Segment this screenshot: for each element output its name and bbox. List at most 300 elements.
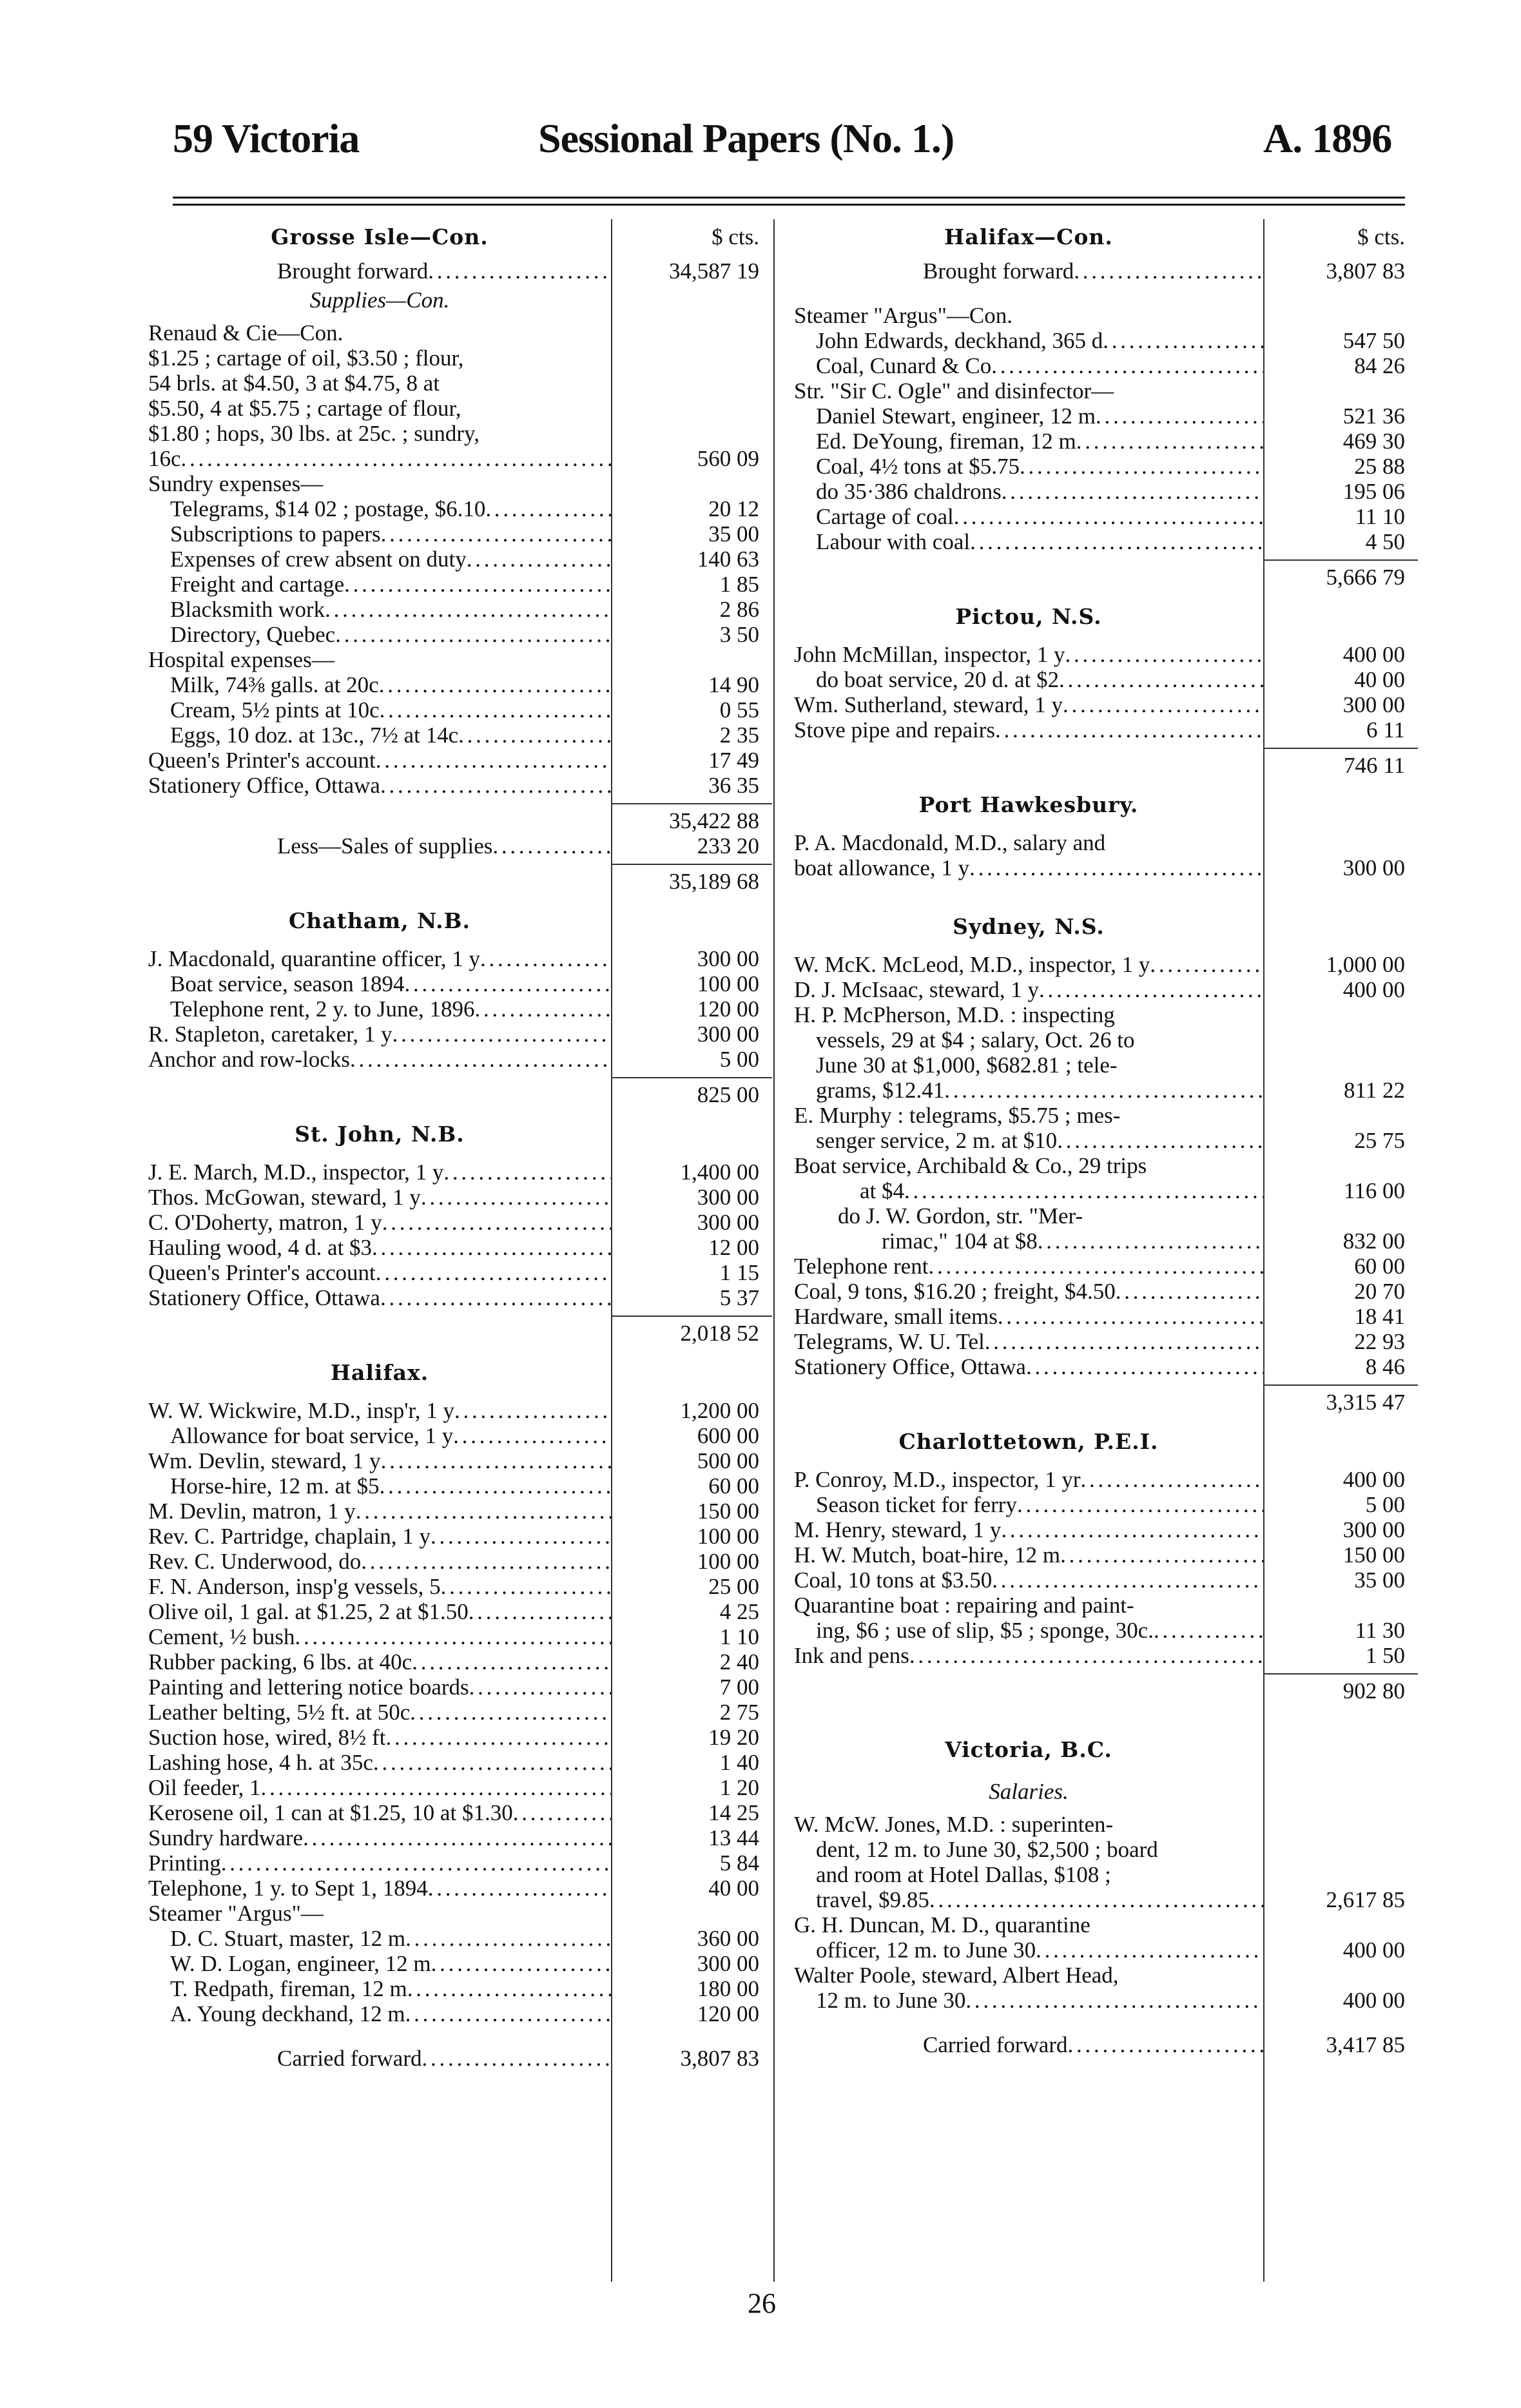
entry-text: do boat service, 20 d. at $2	[816, 667, 1060, 692]
entry-text: $1.80 ; hops, 30 lbs. at 25c. ; sundry,	[148, 421, 480, 446]
entry-text: Oil feeder, 1	[148, 1775, 261, 1800]
column-divider-left-2	[773, 219, 775, 2282]
entry-amount: 1 10	[719, 1624, 759, 1649]
entry-amount: 1 15	[719, 1260, 759, 1285]
entry-label	[794, 1812, 1263, 1837]
entry-label	[148, 572, 611, 597]
leader-dots	[410, 1700, 611, 1725]
subtotal-amount: 825 00	[611, 1077, 772, 1107]
ledger-row	[794, 1279, 1418, 1304]
entry-label	[794, 1988, 1263, 2013]
leader-dots	[356, 1499, 611, 1524]
entry-text: H. W. Mutch, boat-hire, 12 m	[794, 1542, 1061, 1568]
ledger-row	[794, 1937, 1418, 1963]
leader-dots	[405, 971, 611, 996]
leader-dots	[485, 496, 611, 521]
section-heading: Pictou, N.S.	[955, 604, 1102, 629]
leader-dots	[928, 1254, 1263, 1279]
entry-label	[794, 1517, 1263, 1542]
leader-dots	[379, 672, 611, 697]
entry-label	[148, 1549, 611, 1574]
ledger-row	[794, 429, 1418, 454]
entry-label	[794, 258, 1263, 284]
ledger-row	[148, 1700, 772, 1725]
entry-label	[148, 1574, 611, 1599]
ledger-row	[148, 1499, 772, 1524]
ledger-row	[794, 977, 1418, 1002]
entry-amount: 40 00	[708, 1876, 759, 1901]
leader-dots	[909, 1643, 1263, 1668]
entry-amount: 20 70	[1354, 1279, 1405, 1304]
entry-amount: 2 75	[719, 1700, 759, 1725]
entry-label	[794, 1304, 1263, 1329]
ledger-row	[148, 572, 772, 597]
section-heading: Chatham, N.B.	[288, 908, 471, 933]
entry-text: D. C. Stuart, master, 12 m	[170, 1926, 406, 1951]
entry-text: 54 brls. at $4.50, 3 at $4.75, 8 at	[148, 371, 440, 396]
entry-label	[148, 1976, 611, 2001]
entry-amount: 140 63	[697, 547, 759, 572]
entry-amount: 400 00	[1342, 1988, 1405, 2013]
heading-row	[794, 590, 1418, 642]
page-number: 26	[748, 2287, 776, 2319]
entry-amount	[611, 421, 772, 446]
entry-amount: 3 50	[719, 622, 759, 647]
entry-label	[148, 833, 611, 859]
entry-label	[148, 1599, 611, 1624]
entry-label	[148, 1951, 611, 1976]
entry-text: Steamer "Argus"—Con.	[794, 303, 1013, 328]
section-heading: Halifax.	[330, 1360, 429, 1385]
entry-amount: 5 37	[719, 1285, 759, 1310]
leader-dots	[1063, 692, 1263, 717]
header-left: 59 Victoria	[173, 115, 360, 161]
entry-text: Telegrams, W. U. Tel	[794, 1329, 985, 1354]
entry-text: P. A. Macdonald, M.D., salary and	[794, 830, 1106, 855]
leader-dots	[1057, 1128, 1263, 1153]
entry-amount: 3,807 83	[1326, 258, 1405, 284]
leader-dots	[421, 1185, 611, 1210]
entry-amount: 832 00	[1342, 1228, 1405, 1254]
entry-text: Lashing hose, 4 h. at 35c	[148, 1750, 373, 1775]
entry-text: officer, 12 m. to June 30	[816, 1937, 1036, 1963]
ledger-row	[148, 1649, 772, 1675]
leader-dots	[454, 1398, 611, 1423]
ledger-row	[148, 1926, 772, 1951]
entry-text: Coal, 4½ tons at $5.75	[816, 454, 1020, 479]
ledger-row	[794, 692, 1418, 717]
entry-amount: 120 00	[697, 996, 759, 1022]
entry-label	[794, 1053, 1263, 1078]
leader-dots	[467, 547, 611, 572]
ledger-row	[148, 1473, 772, 1499]
leader-dots	[361, 1549, 611, 1574]
entry-amount: 100 00	[697, 971, 759, 996]
entry-text: H. P. McPherson, M.D. : inspecting	[794, 1002, 1115, 1027]
entry-text: Horse-hire, 12 m. at $5	[170, 1473, 380, 1499]
ledger-row	[148, 1825, 772, 1850]
leader-dots	[335, 622, 611, 647]
ledger-row	[148, 833, 772, 859]
entry-label	[148, 1499, 611, 1524]
entry-label	[794, 2032, 1263, 2057]
entry-amount: 35 00	[1354, 1568, 1405, 1593]
ledger-row	[794, 353, 1418, 378]
entry-amount	[1263, 1963, 1418, 1988]
entry-text: G. H. Duncan, M. D., quarantine	[794, 1912, 1090, 1937]
entry-text: Sundry expenses—	[148, 471, 324, 496]
total-spacer	[794, 1668, 1263, 1704]
entry-text: Coal, Cunard & Co	[816, 353, 992, 378]
entry-label	[794, 1329, 1263, 1354]
ledger-row	[148, 1775, 772, 1800]
entry-amount: 22 93	[1354, 1329, 1405, 1354]
ledger-row	[148, 1448, 772, 1473]
subtotal-row	[148, 859, 772, 894]
entry-label	[148, 1423, 611, 1448]
entry-amount: 3,417 85	[1326, 2032, 1405, 2057]
section-heading: Charlottetown, P.E.I.	[898, 1429, 1159, 1454]
entry-label	[148, 421, 611, 446]
ledger-row	[794, 504, 1418, 529]
entry-amount: 233 20	[697, 833, 759, 859]
spacer	[794, 2013, 1418, 2032]
entry-amount: 1,400 00	[680, 1160, 759, 1185]
leader-dots	[431, 1951, 611, 1976]
ledger-row	[148, 1047, 772, 1072]
ledger-row	[794, 1203, 1418, 1228]
entry-label	[148, 946, 611, 971]
ledger-row	[794, 1178, 1418, 1203]
ledger-row	[148, 1260, 772, 1285]
entry-text: Queen's Printer's account	[148, 748, 376, 773]
entry-amount: 36 35	[708, 773, 759, 798]
entry-amount: 400 00	[1342, 1937, 1405, 1963]
entry-amount: 4 25	[719, 1599, 759, 1624]
entry-label	[148, 1825, 611, 1850]
entry-amount: 150 00	[1342, 1542, 1405, 1568]
entry-text: Queen's Printer's account	[148, 1260, 376, 1285]
entry-label	[148, 1901, 611, 1926]
entry-text: Stationery Office, Ottawa	[794, 1354, 1026, 1379]
entry-amount: 20 12	[708, 496, 759, 521]
entry-text: Boat service, season 1894	[170, 971, 405, 996]
leader-dots	[1020, 454, 1263, 479]
subtotal-row	[794, 554, 1418, 590]
ledger-row	[794, 1153, 1418, 1178]
entry-label	[148, 1398, 611, 1423]
entry-text: J. E. March, M.D., inspector, 1 y	[148, 1160, 444, 1185]
entry-label	[148, 496, 611, 521]
entry-label	[794, 1027, 1263, 1053]
entry-label	[794, 1002, 1263, 1027]
ledger-row	[148, 971, 772, 996]
ledger-row	[794, 479, 1418, 504]
entry-text: grams, $12.41	[816, 1078, 945, 1103]
leader-dots	[954, 504, 1263, 529]
leader-dots	[350, 1047, 611, 1072]
leader-dots	[261, 1775, 612, 1800]
ledger-row	[794, 1542, 1418, 1568]
entry-label	[148, 1700, 611, 1725]
entry-amount: 2,617 85	[1326, 1887, 1405, 1912]
leader-dots	[965, 1988, 1263, 2013]
leader-dots	[295, 1624, 611, 1649]
entry-text: F. N. Anderson, insp'g vessels, 5	[148, 1574, 441, 1599]
entry-text: Carried forward	[923, 2032, 1068, 2057]
entry-amount: 300 00	[697, 1210, 759, 1235]
entry-amount: 360 00	[697, 1926, 759, 1951]
entry-text: Leather belting, 5½ ft. at 50c	[148, 1700, 411, 1725]
leader-dots	[372, 1235, 611, 1260]
entry-amount: 14 25	[708, 1800, 759, 1825]
currency-header	[794, 224, 1418, 249]
entry-label	[148, 996, 611, 1022]
entry-text: Telephone rent	[794, 1254, 929, 1279]
leader-dots	[1103, 328, 1263, 353]
entry-label	[794, 1228, 1263, 1254]
ledger-row	[148, 1022, 772, 1047]
entry-label	[794, 1862, 1263, 1887]
entry-text: John McMillan, inspector, 1 y	[794, 642, 1065, 667]
entry-label	[148, 723, 611, 748]
ledger-row	[794, 1593, 1418, 1618]
entry-label	[148, 1850, 611, 1876]
leader-dots	[381, 1448, 611, 1473]
leader-dots	[376, 748, 611, 773]
entry-text: vessels, 29 at $4 ; salary, Oct. 26 to	[816, 1027, 1135, 1053]
ledger-row	[148, 1160, 772, 1185]
entry-label	[148, 672, 611, 697]
leader-dots	[469, 1675, 611, 1700]
entry-label	[148, 1285, 611, 1310]
entry-text: Rubber packing, 6 lbs. at 40c	[148, 1649, 412, 1675]
entry-text: Hospital expenses—	[148, 647, 334, 672]
subtotal-row	[794, 1668, 1418, 1704]
entry-label	[148, 258, 611, 284]
entry-label	[794, 429, 1263, 454]
ledger-row	[794, 855, 1418, 880]
entry-text: Stationery Office, Ottawa	[148, 1285, 380, 1310]
leader-dots	[380, 1473, 611, 1499]
entry-label	[148, 1524, 611, 1549]
entry-label	[148, 1649, 611, 1675]
entry-label	[794, 403, 1263, 429]
ledger-row	[148, 1524, 772, 1549]
entry-amount: 1,000 00	[1326, 952, 1405, 977]
ledger-row	[794, 378, 1418, 403]
entry-text: Milk, 74⅜ galls. at 20c	[170, 672, 379, 697]
entry-amount	[611, 396, 772, 421]
entry-label	[148, 1926, 611, 1951]
leader-dots	[1081, 1467, 1263, 1492]
entry-text: dent, 12 m. to June 30, $2,500 ; board	[816, 1837, 1158, 1862]
entry-amount	[611, 371, 772, 396]
entry-label	[794, 328, 1263, 353]
entry-amount: 400 00	[1342, 977, 1405, 1002]
entry-label	[148, 597, 611, 622]
entry-text: 12 m. to June 30	[816, 1988, 966, 2013]
entry-label	[794, 1963, 1263, 1988]
total-spacer	[148, 1072, 611, 1107]
ledger-row	[794, 1963, 1418, 1988]
ledger-row	[794, 2032, 1418, 2057]
ledger-row	[148, 946, 772, 971]
leader-dots	[376, 1260, 611, 1285]
entry-amount	[1263, 1203, 1418, 1228]
leader-dots	[392, 1022, 611, 1047]
ledger-row	[148, 697, 772, 723]
leader-dots	[929, 1887, 1263, 1912]
entry-label	[794, 830, 1263, 855]
left-column	[148, 224, 772, 2071]
subtotal-row	[148, 798, 772, 833]
total-spacer	[148, 798, 611, 833]
entry-text: Rev. C. Partridge, chaplain, 1 y	[148, 1524, 431, 1549]
ledger-row	[794, 1643, 1418, 1668]
entry-amount	[611, 471, 772, 496]
ledger-row	[148, 1675, 772, 1700]
entry-amount: 300 00	[1342, 1517, 1405, 1542]
leader-dots	[904, 1178, 1263, 1203]
entry-amount: 19 20	[708, 1725, 759, 1750]
entry-label	[794, 1837, 1263, 1862]
leader-dots	[1038, 1228, 1263, 1254]
leader-dots	[969, 855, 1263, 880]
leader-dots	[991, 353, 1263, 378]
entry-amount: 11 10	[1355, 504, 1405, 529]
entry-label	[148, 1260, 611, 1285]
leader-dots	[992, 1568, 1263, 1593]
ledger-row	[148, 1235, 772, 1260]
entry-amount	[1263, 1812, 1418, 1837]
leader-dots	[1002, 479, 1263, 504]
entry-amount: 3,807 83	[680, 2046, 759, 2071]
entry-amount: 40 00	[1354, 667, 1405, 692]
leader-dots	[181, 446, 611, 471]
entry-label	[148, 1022, 611, 1047]
leader-dots	[428, 258, 611, 284]
entry-text: Walter Poole, steward, Albert Head,	[794, 1963, 1119, 1988]
leader-dots	[407, 1976, 611, 2001]
ledger-row	[148, 396, 772, 421]
subtotal-amount: 746 11	[1263, 748, 1418, 778]
subtotal-row	[794, 743, 1418, 778]
entry-label	[794, 952, 1263, 977]
entry-label	[148, 345, 611, 371]
ledger-row	[148, 723, 772, 748]
entry-amount: 8 46	[1365, 1354, 1405, 1379]
leader-dots	[443, 1160, 611, 1185]
ledger-row	[148, 672, 772, 697]
entry-label	[794, 692, 1263, 717]
total-spacer	[794, 554, 1263, 590]
ledger-row	[794, 1887, 1418, 1912]
ledger-row	[148, 1398, 772, 1423]
ledger-row	[148, 597, 772, 622]
entry-label	[794, 378, 1263, 403]
leader-dots	[421, 2046, 611, 2071]
leader-dots	[1036, 1937, 1263, 1963]
entry-text: W. W. Wickwire, M.D., insp'r, 1 y	[148, 1398, 455, 1423]
entry-amount: 5 00	[1365, 1492, 1405, 1517]
ledger-row	[794, 1304, 1418, 1329]
ledger-row	[148, 1423, 772, 1448]
entry-amount	[1263, 378, 1418, 403]
entry-amount: 811 22	[1344, 1078, 1405, 1103]
entry-label	[148, 2001, 611, 2026]
ledger-row	[148, 1185, 772, 1210]
entry-text: T. Redpath, fireman, 12 m	[170, 1976, 407, 2001]
leader-dots	[458, 723, 611, 748]
entry-text: Telephone, 1 y. to Sept 1, 1894	[148, 1876, 428, 1901]
entry-label	[148, 2046, 611, 2071]
entry-amount: 18 41	[1354, 1304, 1405, 1329]
ledger-row	[148, 647, 772, 672]
entry-label	[794, 855, 1263, 880]
entry-amount: 1 50	[1365, 1643, 1405, 1668]
entry-amount: 5 84	[719, 1850, 759, 1876]
subsection-heading: Supplies—Con.	[309, 287, 450, 313]
ledger-row	[794, 1837, 1418, 1862]
entry-text: Brought forward	[923, 258, 1074, 284]
entry-text: M. Devlin, matron, 1 y	[148, 1499, 356, 1524]
ledger-row	[794, 1568, 1418, 1593]
leader-dots	[1065, 642, 1264, 667]
entry-text: Renaud & Cie—Con.	[148, 320, 344, 345]
entry-label	[148, 521, 611, 547]
leader-dots	[381, 521, 611, 547]
entry-text: Str. "Sir C. Ogle" and disinfector—	[794, 378, 1114, 403]
leader-dots	[469, 1599, 611, 1624]
entry-text: Blacksmith work	[170, 597, 325, 622]
entry-amount: 11 30	[1355, 1618, 1405, 1643]
leader-dots	[1017, 1492, 1263, 1517]
entry-text: P. Conroy, M.D., inspector, 1 yr	[794, 1467, 1081, 1492]
entry-amount: 25 88	[1354, 454, 1405, 479]
entry-amount	[1263, 1593, 1418, 1618]
ledger-row	[794, 952, 1418, 977]
ledger-row	[794, 717, 1418, 743]
section-heading: St. John, N.B.	[295, 1121, 465, 1147]
ledger-row	[794, 529, 1418, 554]
heading-row	[794, 900, 1418, 952]
entry-label	[794, 1078, 1263, 1103]
entry-text: boat allowance, 1 y	[794, 855, 970, 880]
leader-dots	[385, 1725, 611, 1750]
entry-text: Rev. C. Underwood, do	[148, 1549, 362, 1574]
ledger-row	[794, 1812, 1418, 1837]
ledger-row	[148, 996, 772, 1022]
ledger-row	[148, 1285, 772, 1310]
column-divider-left	[611, 219, 612, 2282]
heading-row	[148, 894, 772, 946]
entry-text: A. Young deckhand, 12 m	[170, 2001, 405, 2026]
entry-amount: 469 30	[1342, 429, 1405, 454]
entry-amount: 6 11	[1366, 717, 1405, 743]
subtotal-amount: 5,666 79	[1263, 559, 1418, 590]
entry-text: Thos. McGowan, steward, 1 y	[148, 1185, 421, 1210]
ledger-row	[794, 1517, 1418, 1542]
entry-text: Quarantine boat : repairing and paint-	[794, 1593, 1134, 1618]
entry-text: Suction hose, wired, 8½ ft	[148, 1725, 386, 1750]
entry-amount: 1 20	[719, 1775, 759, 1800]
entry-text: Painting and lettering notice boards	[148, 1675, 469, 1700]
entry-text: Carried forward	[277, 2046, 422, 2071]
leader-dots	[373, 1750, 611, 1775]
entry-text: $1.25 ; cartage of oil, $3.50 ; flour,	[148, 345, 464, 371]
leader-dots	[405, 2001, 611, 2026]
